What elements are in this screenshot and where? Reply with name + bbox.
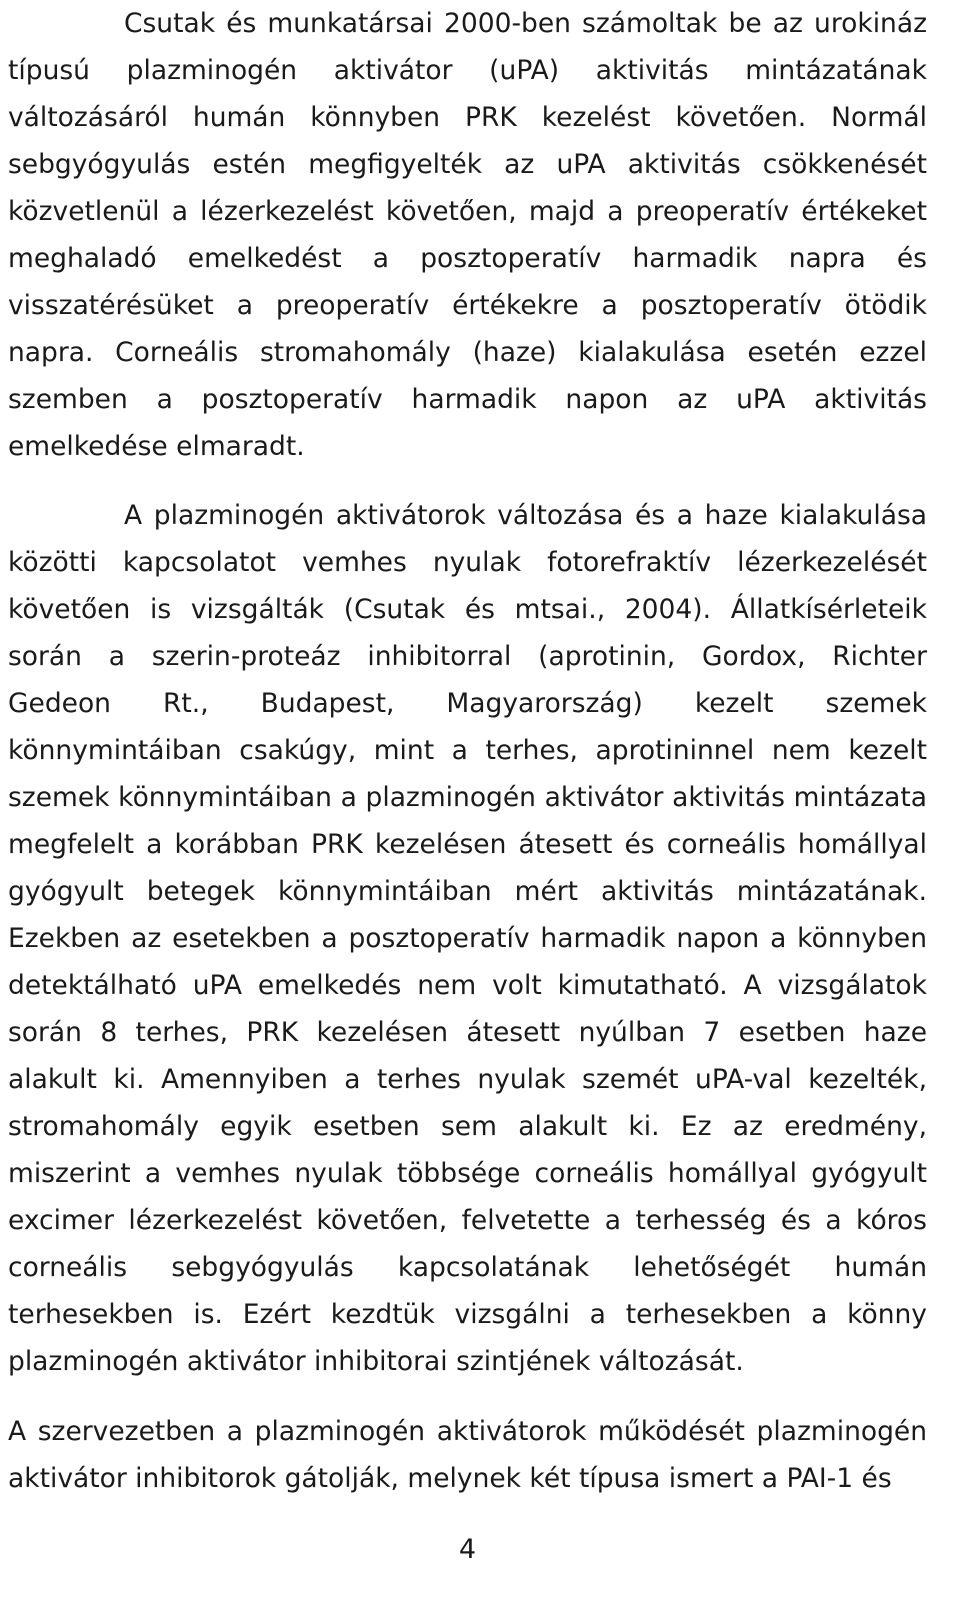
paragraph-plasminogen-activator-inhibitors: A szervezetben a plazminogén aktivátorok működését plazminogén aktivátor inhibitorok gátolják, melynek két típusa ismert a PAI-1 és xyxy=(8,1416,927,1494)
page-number: 4 xyxy=(458,1534,477,1565)
paragraph-upa-activity-human-tears: Csutak és munkatársai 2000-ben számoltak be az urokináz típusú plazminogén aktivátor (uPA) aktivitás mintázatának változásáról humán könnyben PRK kezelést követően. Normál sebgyógyulás estén megfigyelték az uPA aktivitás csökkenését közvetlenül a lézerkezelést követően, majd a preoperatív értékeket meghaladó emelkedést a posztoperatív harmadik napra és visszatérésüket a preoperatív értékekre a posztoperatív ötödik napra. Corneális stromahomály (haze) kialakulása esetén ezzel szemben a posztoperatív harmadik napon az uPA aktivitás emelkedése elmaradt. xyxy=(8,8,927,462)
paragraph-rabbit-experiments: A plazminogén aktivátorok változása és a haze kialakulása közötti kapcsolatot vemhes nyulak fotorefraktív lézerkezelését követően is vizsgálták (Csutak és mtsai., 2004). Állatkísérleteik során a szerin-proteáz inhibitorral (aprotinin, Gordox, Richter Gedeon Rt., Budapest, Magyarország) kezelt szemek könnymintáiban csakúgy, mint a terhes, aprotininnel nem kezelt szemek könnymintáiban a plazminogén aktivátor aktivitás mintázata megfelelt a korábban PRK kezelésen átesett és corneális homállyal gyógyult betegek könnymintáiban mért aktivitás mintázatának. Ezekben az esetekben a posztoperatív harmadik napon a könnyben detektálható uPA emelkedés nem volt kimutatható. A vizsgálatok során 8 terhes, PRK kezelésen átesett nyúlban 7 esetben haze alakult ki. Amennyiben a terhes nyulak szemét uPA-val kezelték, stromahomály egyik esetben sem alakult ki. Ez az eredmény, miszerint a vemhes nyulak többsége corneális homállyal gyógyult excimer lézerkezelést követően, felvetette a terhesség és a kóros corneális sebgyógyulás kapcsolatának lehetőségét humán terhesekben is. Ezért kezdtük vizsgálni a terhesekben a könny plazminogén aktivátor inhibitorai szintjének változását. xyxy=(8,500,927,1377)
